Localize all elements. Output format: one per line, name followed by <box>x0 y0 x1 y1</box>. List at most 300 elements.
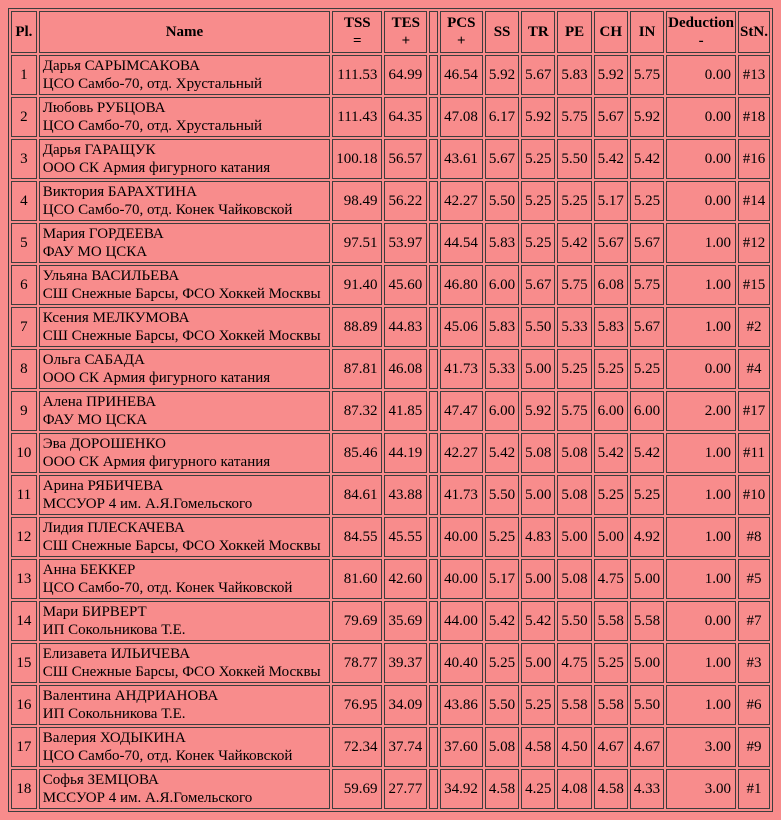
tss-cell: 98.49 <box>332 181 382 221</box>
tes-cell: 42.60 <box>384 559 427 599</box>
ch-cell: 5.92 <box>594 55 628 95</box>
club-name: СШ Снежные Барсы, ФСО Хоккей Москвы <box>42 538 321 554</box>
pe-cell: 5.75 <box>557 391 591 431</box>
stn-cell: #7 <box>738 601 770 641</box>
place-cell: 12 <box>11 517 37 557</box>
pcs-cell: 46.54 <box>440 55 483 95</box>
col-header-ch <box>594 11 628 53</box>
place-cell: 14 <box>11 601 37 641</box>
table-row <box>11 601 770 641</box>
in-cell: 5.50 <box>630 685 664 725</box>
deduction-cell: 1.00 <box>666 685 736 725</box>
stn-cell: #5 <box>738 559 770 599</box>
in-cell: 4.67 <box>630 727 664 767</box>
deduction-cell: 1.00 <box>666 643 736 683</box>
spacer-cell <box>429 727 437 767</box>
col-header-ss <box>485 11 519 53</box>
skater-name: Ульяна ВАСИЛЬЕВА <box>42 268 180 284</box>
name-cell <box>39 685 330 725</box>
ch-cell: 5.25 <box>594 643 628 683</box>
stn-cell: #6 <box>738 685 770 725</box>
tr-cell: 5.08 <box>521 433 555 473</box>
col-header-tr-label: TR <box>527 24 549 40</box>
table-row <box>11 307 770 347</box>
tss-cell: 87.32 <box>332 391 382 431</box>
skater-name: Виктория БАРАХТИНА <box>42 184 197 200</box>
table-row <box>11 643 770 683</box>
pcs-cell: 42.27 <box>440 433 483 473</box>
spacer-cell <box>429 643 437 683</box>
tss-cell: 100.18 <box>332 139 382 179</box>
spacer-cell <box>429 139 437 179</box>
spacer-cell <box>429 265 437 305</box>
name-cell <box>39 97 330 137</box>
col-header-place-label: Pl. <box>15 24 33 40</box>
in-cell: 5.75 <box>630 55 664 95</box>
in-cell: 5.00 <box>630 643 664 683</box>
tss-cell: 97.51 <box>332 223 382 263</box>
name-cell <box>39 55 330 95</box>
tes-cell: 45.60 <box>384 265 427 305</box>
tss-cell: 78.77 <box>332 643 382 683</box>
place-cell: 11 <box>11 475 37 515</box>
club-name: МССУОР 4 им. А.Я.Гомельского <box>42 790 253 806</box>
club-name: СШ Снежные Барсы, ФСО Хоккей Москвы <box>42 664 321 680</box>
tes-cell: 34.09 <box>384 685 427 725</box>
deduction-cell: 3.00 <box>666 769 736 809</box>
club-name: ЦСО Самбо-70, отд. Хрустальный <box>42 76 263 92</box>
stn-cell: #18 <box>738 97 770 137</box>
club-name: ООО СК Армия фигурного катания <box>42 370 271 386</box>
pe-cell: 5.00 <box>557 517 591 557</box>
ss-cell: 5.83 <box>485 223 519 263</box>
in-cell: 5.42 <box>630 139 664 179</box>
deduction-cell: 1.00 <box>666 559 736 599</box>
ch-cell: 5.42 <box>594 433 628 473</box>
header-row <box>11 11 770 53</box>
deduction-cell: 1.00 <box>666 475 736 515</box>
spacer-cell <box>429 391 437 431</box>
place-cell: 4 <box>11 181 37 221</box>
club-name: ООО СК Армия фигурного катания <box>42 160 271 176</box>
place-cell: 17 <box>11 727 37 767</box>
tes-cell: 43.88 <box>384 475 427 515</box>
spacer-cell <box>429 769 437 809</box>
pe-cell: 4.50 <box>557 727 591 767</box>
ss-cell: 6.17 <box>485 97 519 137</box>
pcs-cell: 37.60 <box>440 727 483 767</box>
stn-cell: #11 <box>738 433 770 473</box>
col-header-tss-sign: = <box>353 33 362 49</box>
tr-cell: 4.25 <box>521 769 555 809</box>
deduction-cell: 1.00 <box>666 517 736 557</box>
in-cell: 5.58 <box>630 601 664 641</box>
tes-cell: 64.35 <box>384 97 427 137</box>
col-header-pcs-label: PCS <box>447 15 476 31</box>
pe-cell: 5.75 <box>557 265 591 305</box>
tr-cell: 5.67 <box>521 55 555 95</box>
ch-cell: 5.67 <box>594 97 628 137</box>
ss-cell: 5.50 <box>485 475 519 515</box>
pe-cell: 5.08 <box>557 559 591 599</box>
tss-cell: 85.46 <box>332 433 382 473</box>
tss-cell: 87.81 <box>332 349 382 389</box>
deduction-cell: 0.00 <box>666 601 736 641</box>
skater-name: Лидия ПЛЕСКАЧЕВА <box>42 520 185 536</box>
skater-name: Валерия ХОДЫКИНА <box>42 730 186 746</box>
spacer-cell <box>429 475 437 515</box>
pe-cell: 5.50 <box>557 601 591 641</box>
ch-cell: 4.75 <box>594 559 628 599</box>
tss-cell: 111.43 <box>332 97 382 137</box>
pcs-cell: 43.86 <box>440 685 483 725</box>
table-row <box>11 391 770 431</box>
pcs-cell: 41.73 <box>440 349 483 389</box>
tes-cell: 45.55 <box>384 517 427 557</box>
pcs-cell: 34.92 <box>440 769 483 809</box>
deduction-cell: 0.00 <box>666 97 736 137</box>
tr-cell: 5.42 <box>521 601 555 641</box>
ch-cell: 5.25 <box>594 475 628 515</box>
spacer-cell <box>429 349 437 389</box>
name-cell <box>39 139 330 179</box>
col-header-pcs <box>440 11 483 53</box>
tss-cell: 84.55 <box>332 517 382 557</box>
club-name: ЦСО Самбо-70, отд. Хрустальный <box>42 118 263 134</box>
table-row <box>11 349 770 389</box>
col-header-name-label: Name <box>165 24 204 40</box>
name-cell <box>39 349 330 389</box>
tss-cell: 88.89 <box>332 307 382 347</box>
skater-name: Елизавета ИЛЬИЧЕВА <box>42 646 191 662</box>
table-row <box>11 685 770 725</box>
pcs-cell: 40.00 <box>440 559 483 599</box>
pe-cell: 5.08 <box>557 475 591 515</box>
col-header-tes-sign: + <box>401 33 411 49</box>
skater-name: Софья ЗЕМЦОВА <box>42 772 159 788</box>
club-name: ИП Сокольникова Т.Е. <box>42 706 186 722</box>
pe-cell: 4.08 <box>557 769 591 809</box>
table-row <box>11 223 770 263</box>
tes-cell: 56.57 <box>384 139 427 179</box>
ch-cell: 5.83 <box>594 307 628 347</box>
place-cell: 10 <box>11 433 37 473</box>
col-header-tr <box>521 11 555 53</box>
club-name: ЦСО Самбо-70, отд. Конек Чайковской <box>42 580 293 596</box>
skater-name: Валентина АНДРИАНОВА <box>42 688 219 704</box>
club-name: ЦСО Самбо-70, отд. Конек Чайковской <box>42 202 293 218</box>
skater-name: Дарья ГАРАЩУК <box>42 142 156 158</box>
name-cell <box>39 643 330 683</box>
ch-cell: 5.42 <box>594 139 628 179</box>
tr-cell: 5.50 <box>521 307 555 347</box>
stn-cell: #13 <box>738 55 770 95</box>
tr-cell: 4.58 <box>521 727 555 767</box>
pcs-cell: 44.54 <box>440 223 483 263</box>
in-cell: 4.33 <box>630 769 664 809</box>
stn-cell: #15 <box>738 265 770 305</box>
col-header-pe <box>557 11 591 53</box>
pcs-cell: 41.73 <box>440 475 483 515</box>
in-cell: 5.00 <box>630 559 664 599</box>
skater-name: Любовь РУБЦОВА <box>42 100 166 116</box>
tes-cell: 56.22 <box>384 181 427 221</box>
results-tbody <box>11 55 770 809</box>
spacer-cell <box>429 307 437 347</box>
tr-cell: 5.25 <box>521 181 555 221</box>
in-cell: 5.25 <box>630 475 664 515</box>
results-table-header <box>11 11 770 53</box>
tes-cell: 44.83 <box>384 307 427 347</box>
tes-cell: 46.08 <box>384 349 427 389</box>
stn-cell: #1 <box>738 769 770 809</box>
table-row <box>11 517 770 557</box>
spacer-cell <box>429 433 437 473</box>
spacer-cell <box>429 517 437 557</box>
name-cell <box>39 265 330 305</box>
ss-cell: 4.58 <box>485 769 519 809</box>
deduction-cell: 0.00 <box>666 181 736 221</box>
tes-cell: 64.99 <box>384 55 427 95</box>
stn-cell: #17 <box>738 391 770 431</box>
table-row <box>11 97 770 137</box>
ch-cell: 5.58 <box>594 685 628 725</box>
pe-cell: 5.83 <box>557 55 591 95</box>
pe-cell: 5.50 <box>557 139 591 179</box>
tr-cell: 5.92 <box>521 391 555 431</box>
table-row <box>11 265 770 305</box>
ch-cell: 5.17 <box>594 181 628 221</box>
ss-cell: 5.42 <box>485 433 519 473</box>
place-cell: 15 <box>11 643 37 683</box>
col-header-stn <box>738 11 770 53</box>
ss-cell: 5.83 <box>485 307 519 347</box>
table-row <box>11 475 770 515</box>
spacer-cell <box>429 223 437 263</box>
spacer-cell <box>429 181 437 221</box>
name-cell <box>39 307 330 347</box>
tes-cell: 37.74 <box>384 727 427 767</box>
ss-cell: 5.17 <box>485 559 519 599</box>
table-row <box>11 433 770 473</box>
place-cell: 2 <box>11 97 37 137</box>
table-row <box>11 727 770 767</box>
ch-cell: 4.67 <box>594 727 628 767</box>
deduction-cell: 0.00 <box>666 139 736 179</box>
ss-cell: 5.50 <box>485 685 519 725</box>
tss-cell: 76.95 <box>332 685 382 725</box>
place-cell: 7 <box>11 307 37 347</box>
ss-cell: 5.42 <box>485 601 519 641</box>
results-table <box>8 8 773 812</box>
ch-cell: 6.00 <box>594 391 628 431</box>
col-header-ch-label: CH <box>599 24 623 40</box>
club-name: ИП Сокольникова Т.Е. <box>42 622 186 638</box>
ch-cell: 5.67 <box>594 223 628 263</box>
ss-cell: 5.92 <box>485 55 519 95</box>
stn-cell: #14 <box>738 181 770 221</box>
tr-cell: 5.25 <box>521 685 555 725</box>
tr-cell: 5.00 <box>521 475 555 515</box>
pe-cell: 5.33 <box>557 307 591 347</box>
skater-name: Ольга САБАДА <box>42 352 145 368</box>
tss-cell: 91.40 <box>332 265 382 305</box>
stn-cell: #8 <box>738 517 770 557</box>
in-cell: 4.92 <box>630 517 664 557</box>
ch-cell: 6.08 <box>594 265 628 305</box>
col-header-pcs-sign: + <box>457 33 466 49</box>
ss-cell: 6.00 <box>485 391 519 431</box>
tss-cell: 72.34 <box>332 727 382 767</box>
tes-cell: 53.97 <box>384 223 427 263</box>
table-row <box>11 139 770 179</box>
deduction-cell: 3.00 <box>666 727 736 767</box>
col-header-in <box>630 11 664 53</box>
tes-cell: 44.19 <box>384 433 427 473</box>
ch-cell: 4.58 <box>594 769 628 809</box>
club-name: ФАУ МО ЦСКА <box>42 244 148 260</box>
tes-cell: 39.37 <box>384 643 427 683</box>
in-cell: 5.67 <box>630 307 664 347</box>
deduction-cell: 1.00 <box>666 265 736 305</box>
tss-cell: 111.53 <box>332 55 382 95</box>
deduction-cell: 2.00 <box>666 391 736 431</box>
skater-name: Эва ДОРОШЕНКО <box>42 436 166 452</box>
pe-cell: 5.58 <box>557 685 591 725</box>
name-cell <box>39 433 330 473</box>
name-cell <box>39 181 330 221</box>
in-cell: 5.75 <box>630 265 664 305</box>
in-cell: 5.42 <box>630 433 664 473</box>
skater-name: Анна БЕККЕР <box>42 562 136 578</box>
col-header-tes-label: TES <box>391 15 421 31</box>
place-cell: 18 <box>11 769 37 809</box>
name-cell <box>39 601 330 641</box>
col-header-deduction-label: Deduction <box>668 15 734 31</box>
name-cell <box>39 769 330 809</box>
in-cell: 5.92 <box>630 97 664 137</box>
ch-cell: 5.58 <box>594 601 628 641</box>
spacer-cell <box>429 601 437 641</box>
ss-cell: 6.00 <box>485 265 519 305</box>
col-header-stn-label: StN. <box>740 24 768 40</box>
tss-cell: 81.60 <box>332 559 382 599</box>
col-header-spacer <box>429 11 437 53</box>
skater-name: Мария ГОРДЕЕВА <box>42 226 164 242</box>
spacer-cell <box>429 97 437 137</box>
in-cell: 5.25 <box>630 181 664 221</box>
skater-name: Ксения МЕЛКУМОВА <box>42 310 190 326</box>
club-name: СШ Снежные Барсы, ФСО Хоккей Москвы <box>42 328 321 344</box>
col-header-deduction <box>666 11 736 53</box>
tr-cell: 5.25 <box>521 223 555 263</box>
in-cell: 5.67 <box>630 223 664 263</box>
pe-cell: 4.75 <box>557 643 591 683</box>
spacer-cell <box>429 55 437 95</box>
tes-cell: 41.85 <box>384 391 427 431</box>
pe-cell: 5.25 <box>557 181 591 221</box>
tr-cell: 5.67 <box>521 265 555 305</box>
ss-cell: 5.08 <box>485 727 519 767</box>
stn-cell: #3 <box>738 643 770 683</box>
tr-cell: 5.00 <box>521 643 555 683</box>
place-cell: 16 <box>11 685 37 725</box>
col-header-tss <box>332 11 382 53</box>
pcs-cell: 40.40 <box>440 643 483 683</box>
pcs-cell: 47.47 <box>440 391 483 431</box>
spacer-cell <box>429 559 437 599</box>
pe-cell: 5.42 <box>557 223 591 263</box>
skater-name: Мари БИРВЕРТ <box>42 604 147 620</box>
name-cell <box>39 559 330 599</box>
deduction-cell: 1.00 <box>666 223 736 263</box>
tes-cell: 35.69 <box>384 601 427 641</box>
spacer-cell <box>429 685 437 725</box>
name-cell <box>39 391 330 431</box>
stn-cell: #9 <box>738 727 770 767</box>
pe-cell: 5.08 <box>557 433 591 473</box>
deduction-cell: 1.00 <box>666 433 736 473</box>
pcs-cell: 47.08 <box>440 97 483 137</box>
table-row <box>11 181 770 221</box>
col-header-tes <box>384 11 427 53</box>
stn-cell: #16 <box>738 139 770 179</box>
pcs-cell: 46.80 <box>440 265 483 305</box>
tes-cell: 27.77 <box>384 769 427 809</box>
place-cell: 8 <box>11 349 37 389</box>
name-cell <box>39 475 330 515</box>
pcs-cell: 44.00 <box>440 601 483 641</box>
stn-cell: #2 <box>738 307 770 347</box>
col-header-deduction-sign: - <box>698 33 704 49</box>
col-header-name <box>39 11 330 53</box>
name-cell <box>39 517 330 557</box>
tss-cell: 59.69 <box>332 769 382 809</box>
pcs-cell: 45.06 <box>440 307 483 347</box>
ss-cell: 5.25 <box>485 517 519 557</box>
pcs-cell: 43.61 <box>440 139 483 179</box>
tr-cell: 5.00 <box>521 559 555 599</box>
pcs-cell: 40.00 <box>440 517 483 557</box>
tr-cell: 5.00 <box>521 349 555 389</box>
deduction-cell: 0.00 <box>666 55 736 95</box>
skater-name: Алена ПРИНЕВА <box>42 394 157 410</box>
place-cell: 9 <box>11 391 37 431</box>
col-header-in-label: IN <box>638 24 656 40</box>
club-name: СШ Снежные Барсы, ФСО Хоккей Москвы <box>42 286 321 302</box>
col-header-place <box>11 11 37 53</box>
club-name: ЦСО Самбо-70, отд. Конек Чайковской <box>42 748 293 764</box>
pe-cell: 5.75 <box>557 97 591 137</box>
ss-cell: 5.50 <box>485 181 519 221</box>
place-cell: 5 <box>11 223 37 263</box>
ch-cell: 5.00 <box>594 517 628 557</box>
in-cell: 6.00 <box>630 391 664 431</box>
stn-cell: #4 <box>738 349 770 389</box>
tss-cell: 84.61 <box>332 475 382 515</box>
tss-cell: 79.69 <box>332 601 382 641</box>
place-cell: 3 <box>11 139 37 179</box>
club-name: МССУОР 4 им. А.Я.Гомельского <box>42 496 253 512</box>
col-header-pe-label: PE <box>564 24 585 40</box>
pcs-cell: 42.27 <box>440 181 483 221</box>
stn-cell: #10 <box>738 475 770 515</box>
col-header-tss-label: TSS <box>343 15 371 31</box>
tr-cell: 5.92 <box>521 97 555 137</box>
tr-cell: 4.83 <box>521 517 555 557</box>
pe-cell: 5.25 <box>557 349 591 389</box>
club-name: ООО СК Армия фигурного катания <box>42 454 271 470</box>
